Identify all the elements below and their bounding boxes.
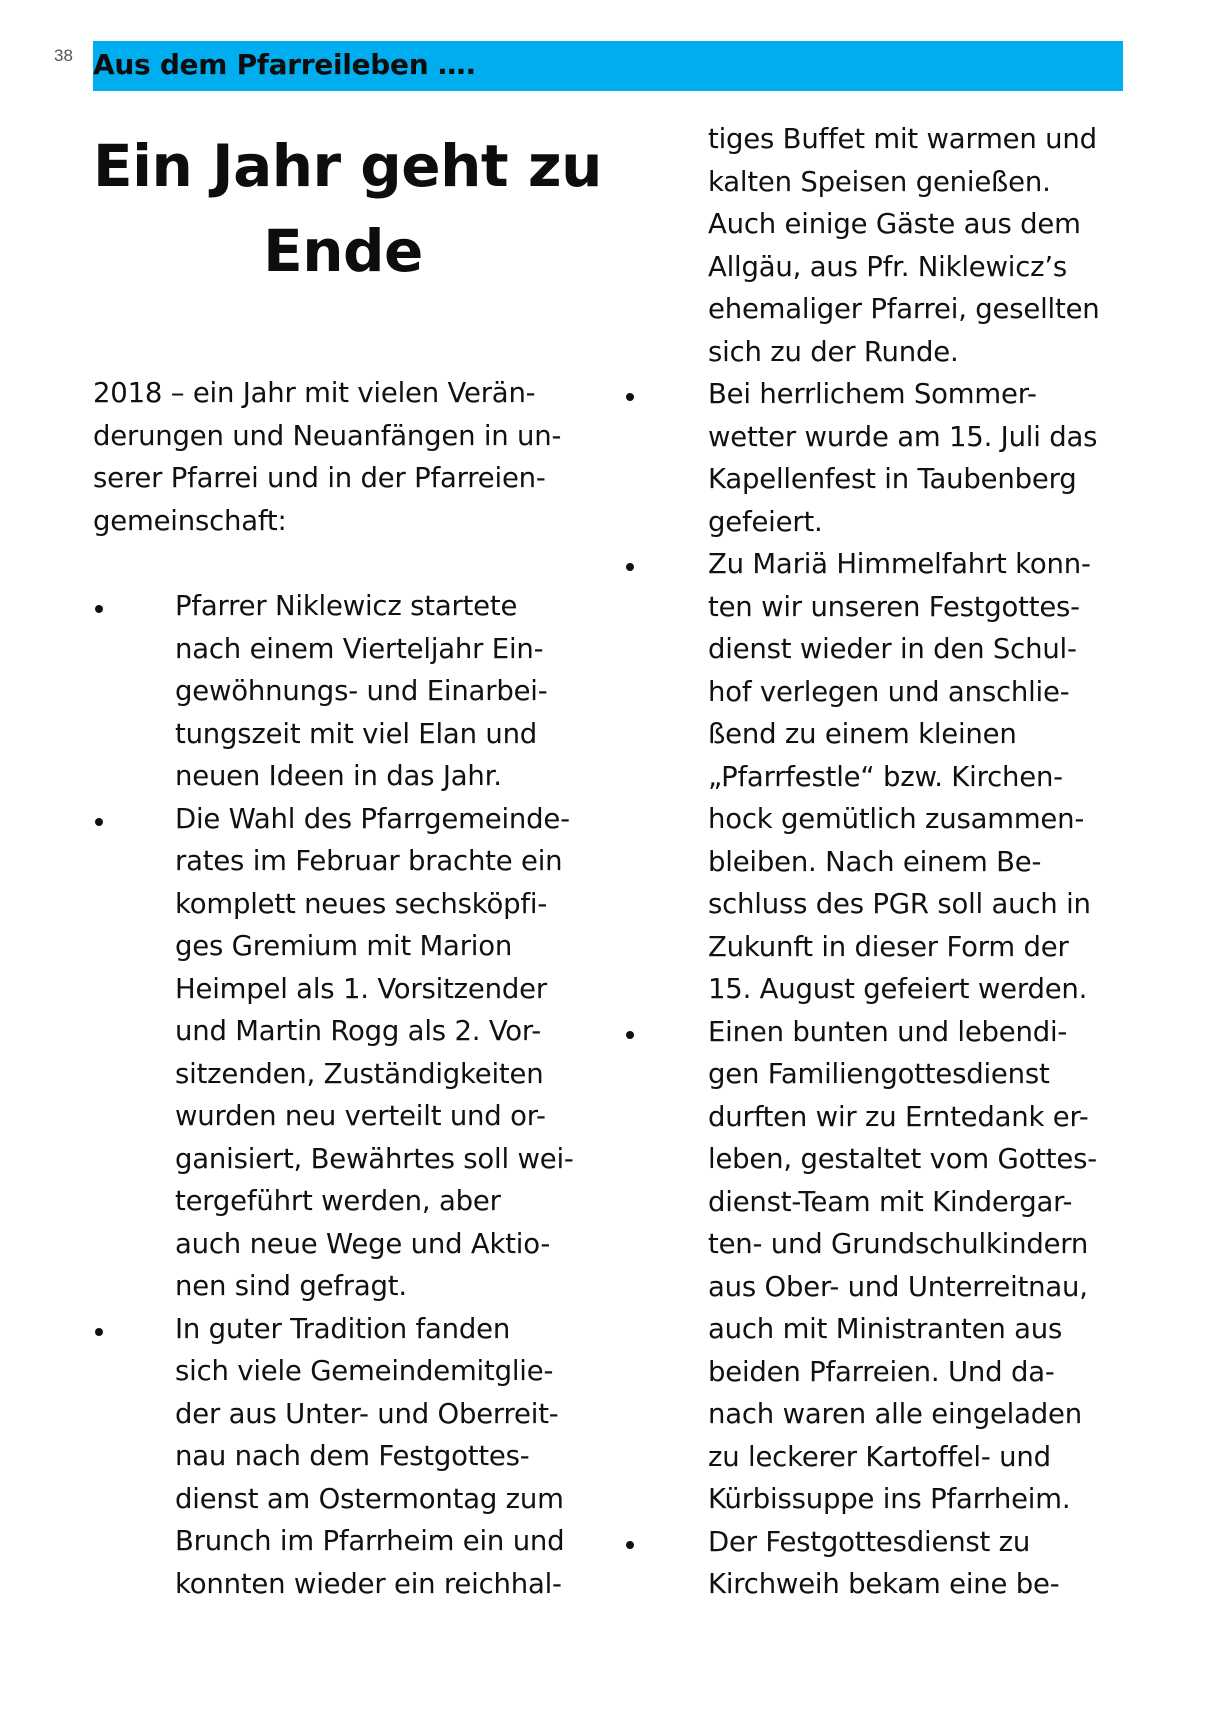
page-number: 38 [54,46,73,65]
bullet-icon [623,373,663,416]
article-title-line: Ein Jahr geht zu [93,132,602,200]
bullet-line: Kapellenfest in Taubenberg [708,463,1077,495]
bullet-line: sitzenden, Zuständigkeiten [175,1057,544,1090]
bullet-line: Heimpel als 1. Vorsitzender [175,972,547,1005]
bullet-line: nen sind gefragt. [175,1270,407,1302]
intro-line: gemeinschaft: [93,504,287,537]
bullet-line: Brunch im Pfarrheim ein und [175,1525,565,1557]
bullet-line: der aus Unter- und Oberreit- [175,1397,559,1430]
paragraph-line: Auch einige Gäste aus dem [708,208,1081,240]
bullet-line: dienst-Team mit Kindergar- [708,1185,1073,1218]
bullet-line: und Martin Rogg als 2. Vor- [175,1015,541,1047]
bullet-line: hof verlegen und anschlie- [708,675,1070,708]
right-column [623,118,1143,1606]
left-column [93,372,613,1605]
intro-line: 2018 – ein Jahr mit vielen Verän- [93,377,536,409]
bullet-line: wurden neu verteilt und or- [175,1100,546,1132]
bullet-line: nach waren alle eingeladen [708,1398,1082,1430]
bullet-item-kapellenfest [623,373,1143,543]
bullet-line: auch mit Ministranten aus [708,1313,1063,1345]
bullet-item-erntedank [623,1011,1143,1521]
bullet-line: nau nach dem Festgottes- [175,1440,530,1472]
bullet-line: auch neue Wege und Aktio- [175,1227,551,1260]
bullet-line: sich viele Gemeindemitglie- [175,1355,554,1387]
bullet-line: Kürbissuppe ins Pfarrheim. [708,1483,1071,1515]
bullet-item-wahl [93,798,613,1308]
bullet-line: ten- und Grundschulkindern [708,1228,1089,1260]
article-title [93,124,602,294]
bullet-line: gefeiert. [708,505,823,538]
bullet-line: Die Wahl des Pfarrgemeinde- [175,802,570,835]
article-title-line: Ende [263,217,423,285]
bullet-item-himmelfahrt [623,543,1143,1011]
bullet-line: Zu Mariä Himmelfahrt konn- [708,548,1091,580]
bullet-line: ganisiert, Bewährtes soll wei- [175,1142,574,1175]
bullet-icon [623,543,663,586]
bullet-item-pfarrer [93,585,613,798]
bullet-icon [623,1521,663,1564]
intro-line: derungen und Neuanfängen in un- [93,419,562,452]
bullet-line: Zukunft in dieser Form der [708,930,1069,963]
bullet-line: ges Gremium mit Marion [175,930,513,962]
bullet-line: gewöhnungs- und Einarbei- [175,675,548,707]
paragraph-line: tiges Buffet mit warmen und [708,123,1097,155]
bullet-line: leben, gestaltet vom Gottes- [708,1143,1097,1175]
bullet-line: hock gemütlich zusammen- [708,803,1085,835]
bullet-line: wetter wurde am 15. Juli das [708,420,1098,453]
bullet-line: konnten wieder ein reichhal- [175,1567,562,1600]
bullet-icon [93,1308,133,1351]
continued-paragraph [623,118,1143,373]
bullet-line: dienst am Ostermontag zum [175,1482,564,1515]
bullet-line: Bei herrlichem Sommer- [708,378,1037,410]
bullet-line: durften wir zu Erntedank er- [708,1100,1089,1133]
bullet-line: rates im Februar brachte ein [175,845,563,877]
bullet-line: ten wir unseren Festgottes- [708,590,1080,623]
paragraph-line: kalten Speisen genießen. [708,165,1051,198]
paragraph-line: sich zu der Runde. [708,335,959,368]
bullet-item-ostermontag [93,1308,613,1606]
bullet-line: nach einem Vierteljahr Ein- [175,632,544,665]
intro-line: serer Pfarrei und in der Pfarreien- [93,462,546,494]
bullet-line: gen Familiengottesdienst [708,1058,1050,1090]
bullet-line: dienst wieder in den Schul- [708,633,1077,665]
bullet-line: In guter Tradition fanden [175,1312,511,1345]
bullet-line: aus Ober- und Unterreitnau, [708,1270,1088,1303]
bullet-icon [623,1011,663,1054]
bullet-line: komplett neues sechsköpfi- [175,887,548,920]
bullet-line: schluss des PGR soll auch in [708,888,1091,920]
bullet-line: Der Festgottesdienst zu [708,1525,1031,1558]
bullet-line: beiden Pfarreien. Und da- [708,1355,1055,1388]
bullet-line: neuen Ideen in das Jahr. [175,760,502,792]
bullet-icon [93,798,133,841]
bullet-line: bleiben. Nach einem Be- [708,845,1042,878]
bullet-icon [93,585,133,628]
bullet-line: Kirchweih bekam eine be- [708,1568,1060,1600]
bullet-line: ßend zu einem kleinen [708,718,1017,750]
bullet-line: „Pfarrfestle“ bzw. Kirchen- [708,760,1063,793]
bullet-line: Pfarrer Niklewicz startete [175,590,518,622]
section-title: Aus dem Pfarreileben …. [93,48,476,81]
bullet-line: Einen bunten und lebendi- [708,1015,1068,1048]
section-header-bar [93,41,1123,91]
paragraph-line: Allgäu, aus Pfr. Niklewicz’s [708,250,1068,283]
paragraph-line: ehemaliger Pfarrei, gesellten [708,293,1100,325]
bullet-line: tungszeit mit viel Elan und [175,717,538,750]
bullet-line: tergeführt werden, aber [175,1185,501,1217]
bullet-item-kirchweih [623,1521,1143,1606]
intro-paragraph [93,372,613,542]
bullet-line: zu leckerer Kartoffel- und [708,1440,1051,1473]
bullet-line: 15. August gefeiert werden. [708,973,1088,1005]
